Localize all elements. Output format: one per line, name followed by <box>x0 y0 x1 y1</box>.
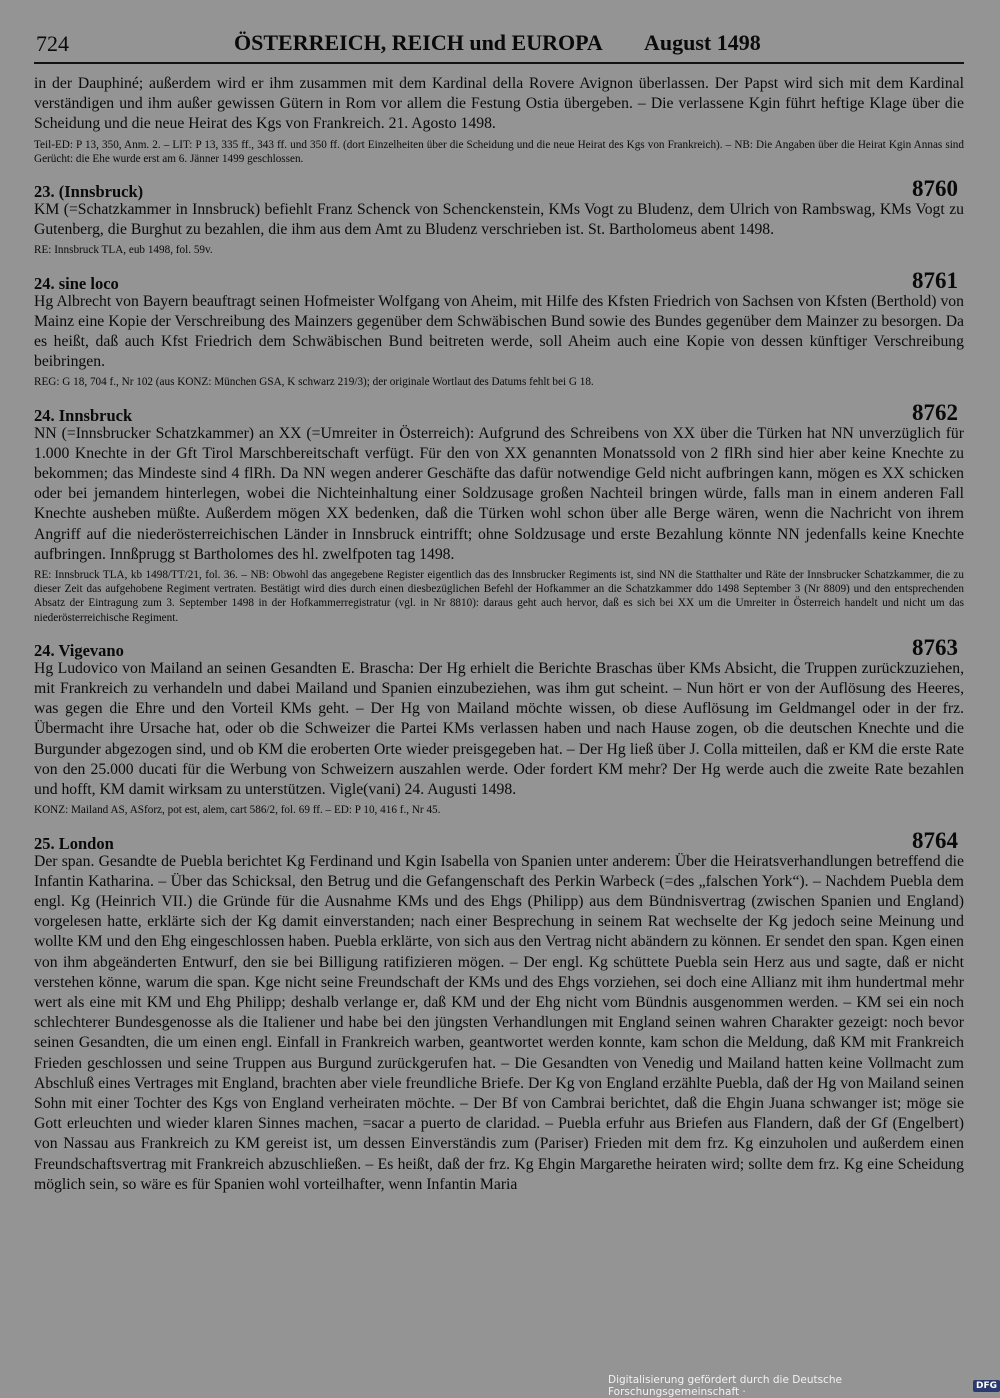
running-title: ÖSTERREICH, REICH und EUROPA <box>234 30 603 55</box>
intro-section <box>34 74 964 166</box>
entry-number: 8762 <box>912 399 958 425</box>
funding-credit: Digitalisierung gefördert durch die Deutsche Forschungsgemeinschaft · <box>608 1374 842 1398</box>
running-head <box>34 28 964 62</box>
entry-header <box>34 267 964 293</box>
entry-date: 24. Innsbruck <box>34 405 133 425</box>
entry-text: KM (=Schatzkammer in Innsbruck) befiehlt Franz Schenck von Schenckenstein, KMs Vogt zu Bludenz, dem Ulrich von Rambswag, KMs Vogt zu Gutenberg, die Burghut zu bezahlen, die ihm aus dem Amt zu Bludenz verschrieben ist. St. Bartholomeus abent 1498. <box>34 201 964 239</box>
funding-footer <box>608 1376 1000 1396</box>
entry-header <box>34 178 964 200</box>
intro-note: Teil-ED: P 13, 350, Anm. 2. – LIT: P 13, 335 ff., 343 ff. und 350 ff. (dort Einzelheiten über die Scheidung und die neue Heirat des Kgs von Frankreich). – NB: Die Angaben über die Heirat Kgin Annas sind Gerücht: die Ehe wurde erst am 6. Jänner 1499 geschlossen. <box>34 138 964 165</box>
entry-number: 8761 <box>912 267 958 293</box>
entry-8763 <box>34 634 964 818</box>
entry-header <box>34 827 964 853</box>
entry-number: 8760 <box>912 176 958 202</box>
entry-header <box>34 399 964 425</box>
entry-date: 23. (Innsbruck) <box>34 182 144 202</box>
document-page <box>34 28 964 1195</box>
header-rule <box>34 62 964 64</box>
entry-date: 25. London <box>34 833 114 853</box>
entry-note: RE: Innsbruck TLA, kb 1498/TT/21, fol. 36. – NB: Obwohl das angegebene Register eigentlich das des Innsbrucker Regiments ist, sind NN die Statthalter und Räte der Innsbrucker Schatzkammer, die zu dieser Zeit das aufgehobene Regiment vertraten. Bestätigt wird dies durch einen diesbezüglichen Befehl der Hofkammer an die Schatzkammer ddo 1498 September 3 (Nr 8809) und den entsprechenden Absatz der Eintragung zum 3. September 1498 in der Hofkammerregistratur (vgl. in Nr 8810): daraus geht auch hervor, daß es sich bei XX um die Umreiter in Österreich handelt und nicht um das niederösterreichische Regiment. <box>34 569 964 624</box>
intro-text: in der Dauphiné; außerdem wird er ihm zusammen mit dem Kardinal della Rovere Avignon überlassen. Der Papst wird sich mit dem Kardinal verständigen und ihm außer gewissen Gütern in Rom vor allem die Festung Ostia übergeben. – Die verlassene Kgin führt heftige Klage über die Scheidung und die neue Heirat des Kgs von Frankreich. 21. Agosto 1498. <box>34 75 964 133</box>
entry-8761 <box>34 267 964 390</box>
entry-note: REG: G 18, 704 f., Nr 102 (aus KONZ: München GSA, K schwarz 219/3); der originale Wortlaut des Datums fehlt bei G 18. <box>34 376 594 389</box>
dfg-logo-icon: DFG <box>973 1380 1000 1392</box>
entry-text: NN (=Innsbrucker Schatzkammer) an XX (=Umreiter in Österreich): Aufgrund des Schreibens von XX über die Türken hat NN unverzüglich für 1.000 Knechte in der Gft Tirol Marschbereitschaft verfügt. Für den von XX genannten Monatssold von 2 flRh sind hier aber keine Knechte zu bekommen; das Mindeste sind 4 flRh. Da NN wegen anderer Geschäfte das dafür notwendige Geld nicht aufbringen kann, mögen es XX schicken oder bei jemandem hinterlegen, wobei die Nichteinhaltung einer Soldzusage großen Nachteil bringen würde, falls man in einem anderen Fall Knechte ausheben müßte. Außerdem mögen XX bedenken, daß die Türken wohl schon über alle Berge wären, wenn die Nachricht von ihrem Angriff auf die niederösterreichischen Länder in Innsbruck eintrifft; ohne Soldzusage und erste Bezahlung könnte NN jedenfalls keine Knechte aufbringen. Innßprugg st Bartholomes des hl. zwelfpoten tag 1498. <box>34 424 964 563</box>
entry-date: 24. Vigevano <box>34 640 124 660</box>
entry-8762 <box>34 399 964 625</box>
entry-8760 <box>34 178 964 258</box>
entry-text: Hg Albrecht von Bayern beauftragt seinen Hofmeister Wolfgang von Aheim, mit Hilfe des Kfsten Friedrich von Sachsen von Kfsten (Berthold) von Mainz eine Kopie der Verschreibung des Mainzers gegenüber dem Schwäbischen Bund sowie des Bundes gegenüber dem Mainzer zu besorgen. Da es heißt, daß auch Kfst Friedrich dem Schwäbischen Bund beitreten werde, soll Aheim auch eine Kopie von dessen künftiger Verschreibung beibringen. <box>34 292 964 371</box>
entry-text: Der span. Gesandte de Puebla berichtet Kg Ferdinand und Kgin Isabella von Spanien unter anderem: Über die Heiratsverhandlungen betreffend die Infantin Katharina. – Über das Schicksal, den Betrug und die Gefangenschaft des Perkin Warbeck (=des „falschen York“). – Nachdem Puebla dem engl. Kg (Heinrich VII.) die Gründe für die Ausnahme KMs und des Ehgs (Philipp) aus dem Bündnisvertrag (zwischen Spanien und England) vorgelesen hatte, erklärte sich der Kg damit einverstanden; nach einer Besprechung in seinem Rat wechselte der Kg jedoch seine Meinung und wollte KM und den Ehg eingeschlossen haben. Puebla erklärte, von sich aus den Vertrag nicht abändern zu können. Er sendet den span. Kgen einen von ihm abgeänderten Entwurf, den sie bei Billigung ratifizieren mögen. – Der engl. Kg schüttete Puebla sein Herz aus und sagte, daß er nicht verstehen könne, warum die span. Kge nicht seine Freundschaft der KMs und des Ehgs vorziehen, sei doch eine Allianz mit ihm hundertmal mehr wert als eine mit KM und Ehg Philipp; deshalb verlange er, daß KM und der Ehg nicht vom Bündnis ausgenommen werden. – KM sei ein noch schlechterer Bundesgenosse als die Italiener und habe bei den jüngsten Verhandlungen mit England seinen wahren Charakter gezeigt: noch bevor seinen Gesandten, die um einen engl. Einfall in Frankreich warben, geantwortet werden konnte, kam schon die Meldung, daß KM mit Frankreich Frieden geschlossen und seine Truppen aus Burgund zurückgerufen hat. – Die Gesandten von Venedig und Mailand hatten keine Vollmacht zum Abschluß eines Vertrages mit England, brachten aber viele freundliche Briefe. Der Kg von England erzählte Puebla, daß der Hg von Mailand seinen Sohn mit einer Tochter des Kgs von England verheiraten möchte. – Der Bf von Cambrai berichtet, daß die Ehgin Juana schwanger ist; möge sie Gott erleuchten und wieder klaren Sinnes machen, =sacar a puerto de claridad. – Puebla erfuhr aus Briefen aus Flandern, daß der Gf (Engelbert) von Nassau aus Frankreich zu KM gereist ist, um dessen Einverständis zum (Pariser) Frieden mit dem frz. Kg einzuholen und außerdem einen Freundschaftsvertrag mit Frankreich abzuschließen. – Es heißt, daß der frz. Kg Ehgin Margarethe heiraten wird; sollte dem frz. Kg eine Scheidung möglich sein, so wäre es für Spanien wohl vorteilhafter, wenn Infantin Maria <box>34 852 964 1193</box>
entry-note: KONZ: Mailand AS, ASforz, pot est, alem, cart 586/2, fol. 69 ff. – ED: P 10, 416 f., Nr 45. <box>34 804 441 817</box>
running-date: August 1498 <box>644 30 761 55</box>
entry-number: 8764 <box>912 827 958 853</box>
entry-date: 24. sine loco <box>34 273 119 293</box>
entry-number: 8763 <box>912 634 958 660</box>
entry-note: RE: Innsbruck TLA, eub 1498, fol. 59v. <box>34 244 213 257</box>
page-number: 724 <box>36 31 69 56</box>
entry-header <box>34 634 964 660</box>
entry-8764 <box>34 827 964 1195</box>
entry-text: Hg Ludovico von Mailand an seinen Gesandten E. Brascha: Der Hg erhielt die Berichte Braschas über KMs Absicht, die Truppen zurückzuziehen, mit Frankreich zu verhandeln und dabei Mailand und Spanien einzubeziehen, was ihm gut scheint. – Nun hört er von der Auflösung des Heeres, was gegen die Ehre und den Vorteil KMs geht. – Der Hg von Mailand möchte wissen, ob diese Auflösung im Geldmangel oder in der frz. Übermacht ihre Ursache hat, oder ob die Schweizer die Partei KMs verlassen haben und nach Hause zogen, ob die deutschen Knechte und die Burgunder abgezogen sind, und ob KM die eroberten Orte wieder preisgegeben hat. – Der Hg ließ über J. Colla mitteilen, daß er KM die erste Rate von den 25.000 ducati für die Werbung von Schweizern auszahlen werde. Oder fordert KM mehr? Der Hg werde auch die zweite Rate bezahlen und hofft, KM damit wirksam zu unterstützen. Vigle(vani) 24. Augusti 1498. <box>34 659 964 799</box>
